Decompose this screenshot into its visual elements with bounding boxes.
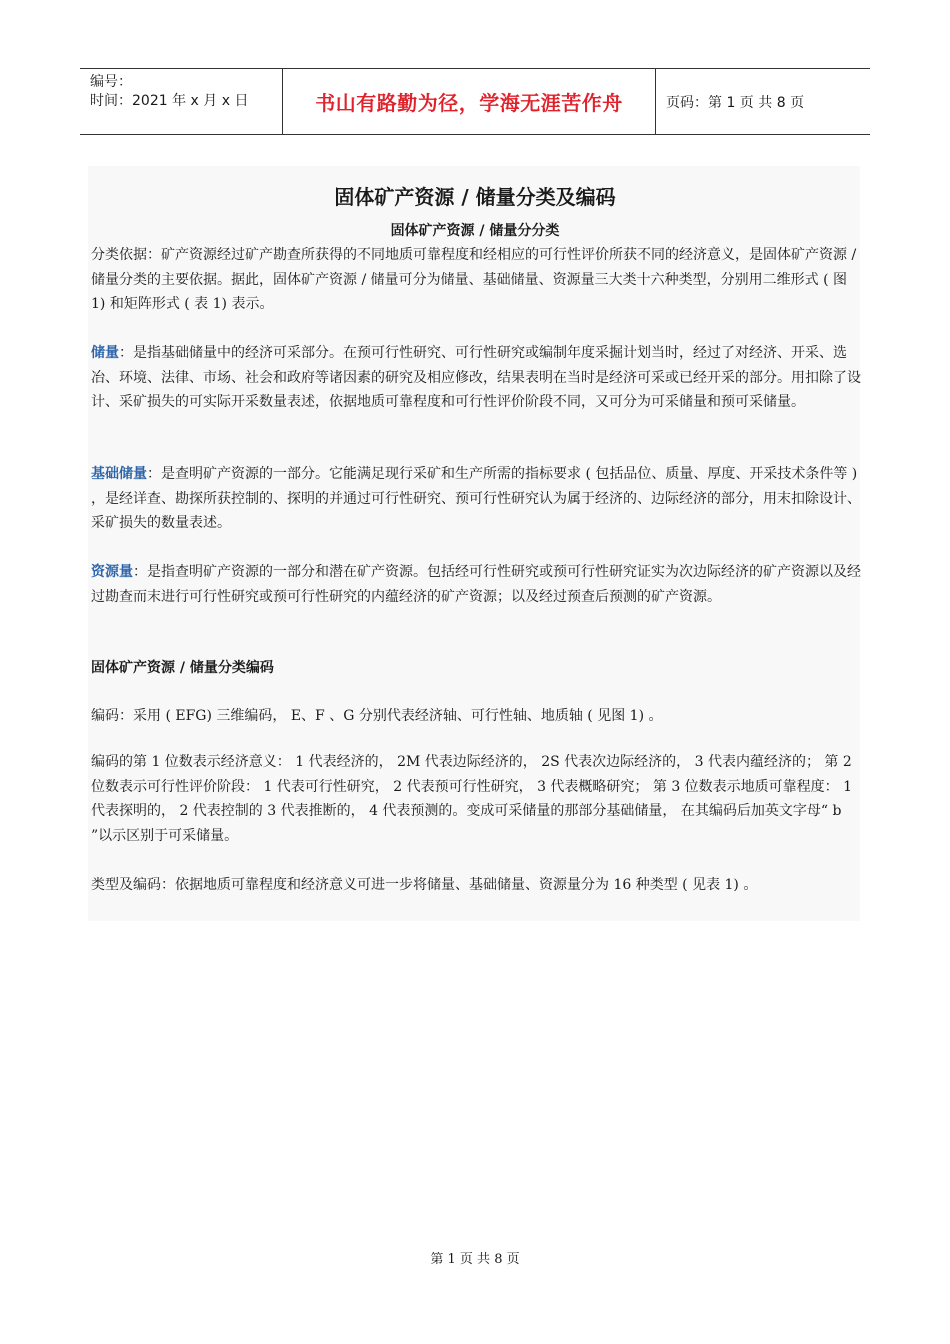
- reserve-paragraph: [91, 341, 863, 415]
- coding-intro-paragraph: 编码：采用 ( EFG) 三维编码， E、F 、G 分别代表经济轴、可行性轴、地质轴 ( 见图 1) 。: [91, 708, 663, 724]
- coding-heading: 固体矿产资源 / 储量分类编码: [91, 660, 274, 676]
- motto: 书山有路勤为径，学海无涯苦作舟: [282, 69, 656, 134]
- page-footer: 第 1 页 共 8 页: [430, 1252, 520, 1267]
- page-label: 页码：第 1 页 共 8 页: [666, 94, 805, 111]
- document-title: 固体矿产资源 / 储量分类及编码: [334, 185, 616, 209]
- reserve-term: 储量: [91, 345, 119, 361]
- header-left-cell: [80, 69, 282, 134]
- document-subtitle: 固体矿产资源 / 储量分分类: [390, 223, 560, 239]
- date-label: 时间：2021 年 x 月 x 日: [90, 93, 249, 109]
- base-reserve-text: ：是查明矿产资源的一部分。它能满足现行采矿和生产所需的指标要求 ( 包括品位、质量、厚度、开采技术条件等 ) ，是经详查、勘探所获控制的、探明的并通过可行性研究、预可行性研究认为属于经济的、边际经济的部分，用末扣除设计、采矿损失的数量表述。: [91, 466, 861, 531]
- base-reserve-term: 基础储量: [91, 466, 147, 482]
- number-label: 编号：: [90, 74, 132, 90]
- types-paragraph: 类型及编码：依据地质可靠程度和经济意义可进一步将储量、基础储量、资源量分为 16 种类型 ( 见表 1) 。: [91, 877, 758, 893]
- resource-paragraph: [91, 560, 863, 609]
- reserve-text: ：是指基础储量中的经济可采部分。在预可行性研究、可行性研究或编制年度采掘计划当时，经过了对经济、开采、选冶、环境、法律、市场、社会和政府等诸因素的研究及相应修改，结果表明在当时是经济可采或已经开采的部分。用扣除了设计、采矿损失的可实际开采数量表述，依据地质可靠程度和可行性评价阶段不同，又可分为可采储量和预可采储量。: [91, 345, 861, 410]
- resource-text: ：是指查明矿产资源的一部分和潜在矿产资源。包括经可行性研究或预可行性研究证实为次边际经济的矿产资源以及经过勘查而末进行可行性研究或预可行性研究的内蕴经济的矿产资源；以及经过预查后预测的矿产资源。: [91, 564, 861, 605]
- header-table: [80, 68, 870, 135]
- resource-term: 资源量: [91, 564, 133, 580]
- coding-detail-paragraph: 编码的第 1 位数表示经济意义： 1 代表经济的， 2M 代表边际经济的， 2S 代表次边际经济的， 3 代表内蕴经济的； 第 2 位数表示可行性评价阶段： 1 代表可行性研究， 2 代表预可行性研究， 3 代表概略研究； 第 3 位数表示地质可靠程度： 1 代表探明的， 2 代表控制的 3 代表推断的， 4 代表预测的。变成可采储量的那部分基础储量， 在其编码后加英文字母“ b ”以示区别于可采储量。: [91, 754, 853, 844]
- basis-paragraph: 分类依据：矿产资源经过矿产勘查所获得的不同地质可靠程度和经相应的可行性评价所获不同的经济意义，是固体矿产资源 / 储量分类的主要依据。据此，固体矿产资源 / 储量可分为储量、基础储量、资源量三大类十六种类型，分别用二维形式 ( 图 1) 和矩阵形式 ( 表 1) 表示。: [91, 247, 857, 312]
- base-reserve-paragraph: [91, 462, 863, 536]
